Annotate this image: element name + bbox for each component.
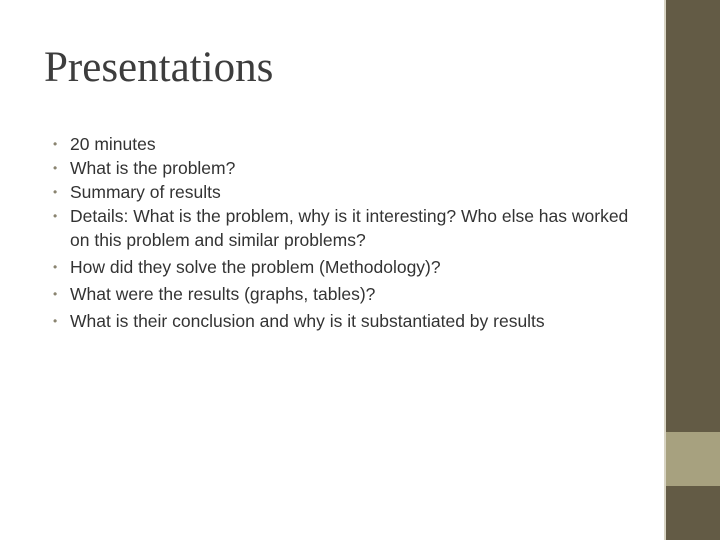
bullet-item [53,180,643,204]
bullet-item [53,309,643,333]
bullet-text: Summary of results [70,182,221,202]
bullet-text: What is their conclusion and why is it substantiated by results [70,311,545,331]
sidebar-decoration-accent [666,432,720,486]
bullet-text: What were the results (graphs, tables)? [70,284,376,304]
bullet-item [53,204,643,252]
bullet-text: How did they solve the problem (Methodology)? [70,257,441,277]
bullet-item [53,156,643,180]
bullet-dot-icon: • [53,137,58,151]
bullet-item [53,255,643,279]
bullet-item [53,132,643,156]
sidebar-decoration-bottom [666,486,720,540]
bullet-dot-icon: • [53,260,58,274]
sidebar-decoration-top [666,0,720,432]
slide-title: Presentations [44,44,274,91]
bullet-text: 20 minutes [70,134,156,154]
bullet-dot-icon: • [53,185,58,199]
bullet-dot-icon: • [53,209,58,223]
bullet-list [53,132,643,333]
bullet-dot-icon: • [53,287,58,301]
bullet-text: Details: What is the problem, why is it interesting? Who else has worked on this problem and similar problems? [70,206,629,250]
bullet-dot-icon: • [53,314,58,328]
bullet-item [53,282,643,306]
bullet-text: What is the problem? [70,158,236,178]
bullet-dot-icon: • [53,161,58,175]
